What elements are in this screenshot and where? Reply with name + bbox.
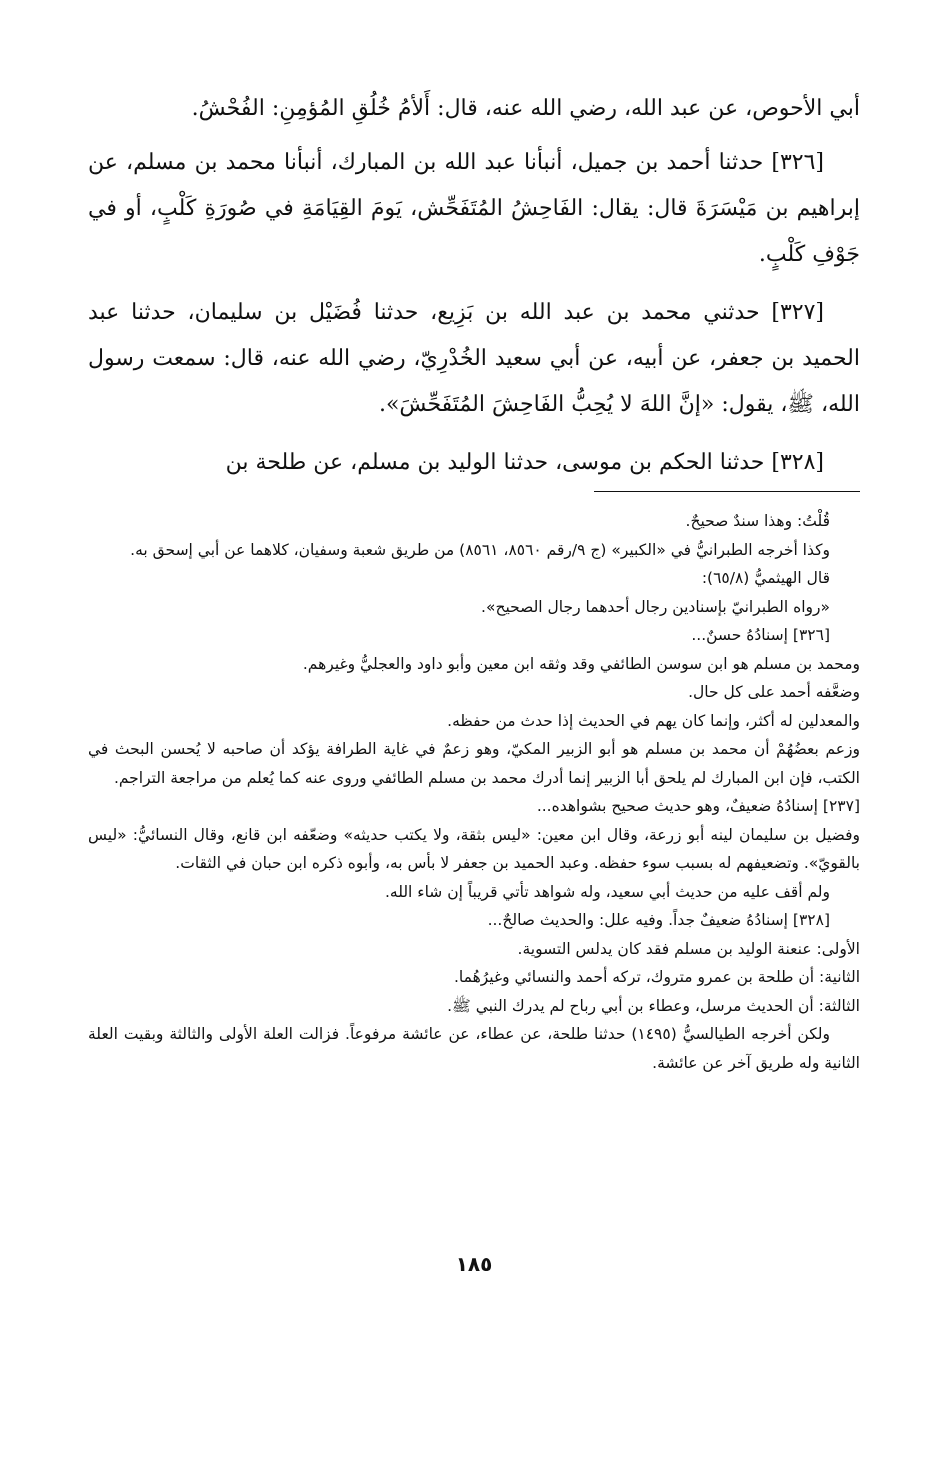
note-paragraph: الثانية: أن طلحة بن عمرو متروك، تركه أحمد والنسائي وغيرُهُما. bbox=[453, 968, 860, 986]
footnote-divider bbox=[594, 491, 860, 492]
note-paragraph: [٣٢٨] إسنادُهُ ضعيفٌ جداً. وفيه علل: والحديث صالحٌ... bbox=[487, 911, 830, 929]
note-paragraph: [٣٢٦] إسنادُهُ حسنٌ... bbox=[691, 626, 830, 644]
note-paragraph: الأولى: عنعنة الوليد بن مسلم فقد كان يدلس التسوية. bbox=[517, 939, 860, 958]
note-paragraph: [٢٣٧] إسنادُهُ ضعيفٌ، وهو حديث صحيح بشواهده... bbox=[536, 797, 860, 815]
hadith-327: [٣٢٧] حدثني محمد بن عبد الله بن بَزِيع، حدثنا فُضَيْل بن سليمان، حدثنا عبد الحميد بن جعفر، عن أبيه، عن أبي سعيد الخُدْرِيّ، رضي الله عنه، قال: سمعت رسول الله، ﷺ، يقول: «إنَّ اللهَ لا يُحِبُّ الفَاحِشَ المُتَفَحِّشَ». bbox=[88, 300, 860, 417]
note-paragraph: «رواه الطبرانيّ بإسنادين رجال أحدهما رجال الصحيح». bbox=[481, 597, 830, 616]
hadith-328: [٣٢٨] حدثنا الحكم بن موسى، حدثنا الوليد بن مسلم، عن طلحة بن bbox=[225, 450, 824, 475]
note-paragraph: ومحمد بن مسلم هو ابن سوسن الطائفي وقد وثقه ابن معين وأبو داود والعجليُّ وغيرهم. bbox=[302, 654, 860, 673]
hadith-326: [٣٢٦] حدثنا أحمد بن جميل، أنبأنا عبد الله بن المبارك، أنبأنا محمد بن مسلم، عن إبراهيم بن مَيْسَرَةَ قال: يقال: الفَاحِشُ المُتَفَحِّش، يَومَ القِيَامَةِ في صُورَةِ كَلْبٍ، أو في جَوْفِ كَلْبٍ. bbox=[88, 150, 860, 267]
note-paragraph: قُلْتُ: وهذا سندٌ صحيحٌ. bbox=[685, 512, 830, 530]
main-text bbox=[88, 86, 860, 498]
note-paragraph: وفضيل بن سليمان لينه أبو زرعة، وقال ابن معين: «ليس بثقة، ولا يكتب حديثه» وضعّفه ابن قانع، وقال النسائيُّ: «ليس بالقويّ». وتضعيفهم له بسبب سوء حفظه. وعبد الحميد بن جعفر لا بأس به، وأبوه ذكره ابن حبان في الثقات. bbox=[88, 825, 860, 872]
note-paragraph: وكذا أخرجه الطبرانيُّ في «الكبير» (ج ٩/رقم ٨٥٦٠، ٨٥٦١) من طريق شعبة وسفيان، كلاهما عن أبي إسحق به. bbox=[130, 540, 830, 559]
note-paragraph: قال الهيثميُّ (٦٥/٨): bbox=[701, 569, 830, 587]
note-paragraph: ولم أقف عليه من حديث أبي سعيد، وله شواهد تأتي قريباً إن شاء الله. bbox=[384, 882, 830, 901]
page-number: ١٨٥ bbox=[455, 1252, 493, 1276]
footnotes bbox=[88, 507, 860, 1077]
note-paragraph: وضعَّفه أحمد على كل حال. bbox=[688, 683, 860, 701]
main-line-continuation: أبي الأحوص، عن عبد الله، رضي الله عنه، قال: أَلأمُ خُلُقِ المُؤمِنِ: الفُحْشُ. bbox=[191, 96, 860, 121]
note-paragraph: والمعدلين له أكثر، وإنما كان يهم في الحديث إذا حدث من حفظه. bbox=[447, 711, 860, 730]
note-paragraph: وزعم بعضُهُمْ أن محمد بن مسلم هو أبو الزبير المكيّ، وهو زعمٌ في غاية الطرافة يؤكد أن صاحبه لا يُحسن البحث في الكتب، فإن ابن المبارك لم يلحق أبا الزبير إنما أدرك محمد بن مسلم الطائفي وروى عنه كما يُعلم من مراجعة التراجم. bbox=[88, 740, 860, 787]
note-paragraph: ولكن أخرجه الطيالسيُّ (١٤٩٥) حدثنا طلحة، عن عطاء، عن عائشة مرفوعاً. فزالت العلة الأولى والثالثة وبقيت العلة الثانية وله طريق آخر عن عائشة. bbox=[88, 1025, 860, 1072]
note-paragraph: الثالثة: أن الحديث مرسل، وعطاء بن أبي رباح لم يدرك النبي ﷺ. bbox=[447, 996, 860, 1015]
